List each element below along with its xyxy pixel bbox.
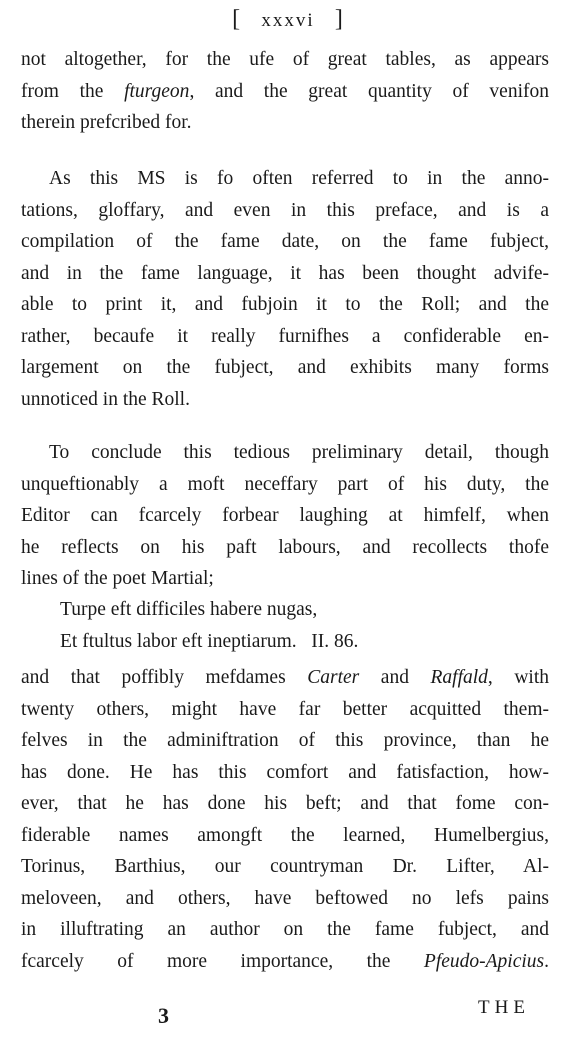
paragraph-3-line: To conclude this tedious preliminary detail, though: [49, 442, 549, 463]
header-bracket-open: [: [232, 6, 242, 32]
text-run: and: [359, 667, 431, 688]
page-number: xxxvi: [261, 10, 315, 31]
italic-name-raffald: Raffald: [430, 667, 488, 688]
italic-title-pseudo-apicius: Pfeudo-Apicius: [423, 950, 545, 972]
paragraph-4-line: felves in the adminiftration of this province, than he: [21, 730, 549, 751]
paragraph-2: [21, 163, 549, 415]
paragraph-2-line: unnoticed in the Roll.: [21, 388, 190, 410]
paragraph-4-line: meloveen, and others, have beftowed no lefs pains: [21, 887, 549, 909]
paragraph-4-line: [21, 662, 549, 694]
header-bracket-close: ]: [334, 6, 344, 32]
text-run: fcarcely of more importance, the: [21, 950, 424, 972]
paragraph-4-line: Torinus, Barthius, our countryman Dr. Lifter, Al-: [21, 856, 549, 877]
italic-name-carter: Carter: [307, 667, 360, 688]
paragraph-4-line: in illuftrating an author on the fame fubject, and: [21, 919, 549, 940]
verse-quotation: [60, 594, 358, 657]
signature-mark: 3: [158, 1003, 169, 1028]
paragraph-3: [21, 437, 549, 595]
paragraph-3-line: unqueftionably a moft neceffary part of his duty, the: [21, 473, 549, 495]
paragraph-1: [21, 44, 549, 139]
paragraph-2-line: and in the fame language, it has been thought advife-: [21, 262, 549, 284]
text-run: from the: [21, 80, 125, 102]
paragraph-1-line: not altogether, for the ufe of great tables, as appears: [21, 49, 549, 70]
paragraph-4-line: twenty others, might have far better acquitted them-: [21, 698, 549, 720]
paragraph-3-line: Editor can fcarcely forbear laughing at himfelf, when: [21, 505, 549, 526]
paragraph-4-line: ever, that he has done his beft; and that fome con-: [21, 793, 549, 814]
paragraph-1-line: [21, 76, 549, 108]
paragraph-2-line: tations, gloffary, and even in this preface, and is a: [21, 199, 549, 221]
italic-word-sturgeon: fturgeon: [124, 80, 190, 102]
verse-line: Et ftultus labor eft ineptiarum. II. 86.: [60, 630, 359, 652]
paragraph-4: [21, 662, 549, 977]
paragraph-1-line: therein prefcribed for.: [21, 112, 192, 133]
paragraph-2-line: compilation of the fame date, on the fame fubject,: [21, 231, 549, 252]
paragraph-3-line: he reflects on his paft labours, and recollects thofe: [21, 536, 549, 558]
paragraph-2-line: largement on the fubject, and exhibits many forms: [21, 357, 549, 378]
text-run: , and the great quantity of venifon: [189, 80, 549, 102]
paragraph-4-line: [21, 946, 549, 978]
paragraph-2-line: rather, becaufe it really furnifhes a confiderable en-: [21, 325, 549, 347]
text-run: .: [544, 950, 549, 972]
running-header: [0, 6, 576, 33]
paragraph-3-line: lines of the poet Martial;: [21, 568, 214, 589]
paragraph-4-line: has done. He has this comfort and fatisfaction, how-: [21, 761, 549, 783]
catchword: THE: [478, 997, 530, 1018]
text-run: and that poffibly mefdames: [21, 667, 308, 688]
paragraph-4-line: fiderable names amongft the learned, Humelbergius,: [21, 824, 549, 846]
paragraph-2-line: able to print it, and fubjoin it to the Roll; and the: [21, 294, 549, 315]
paragraph-2-line: As this MS is fo often referred to in the anno-: [49, 168, 549, 189]
verse-line: Turpe eft difficiles habere nugas,: [60, 599, 318, 620]
text-run: , with: [487, 667, 550, 688]
